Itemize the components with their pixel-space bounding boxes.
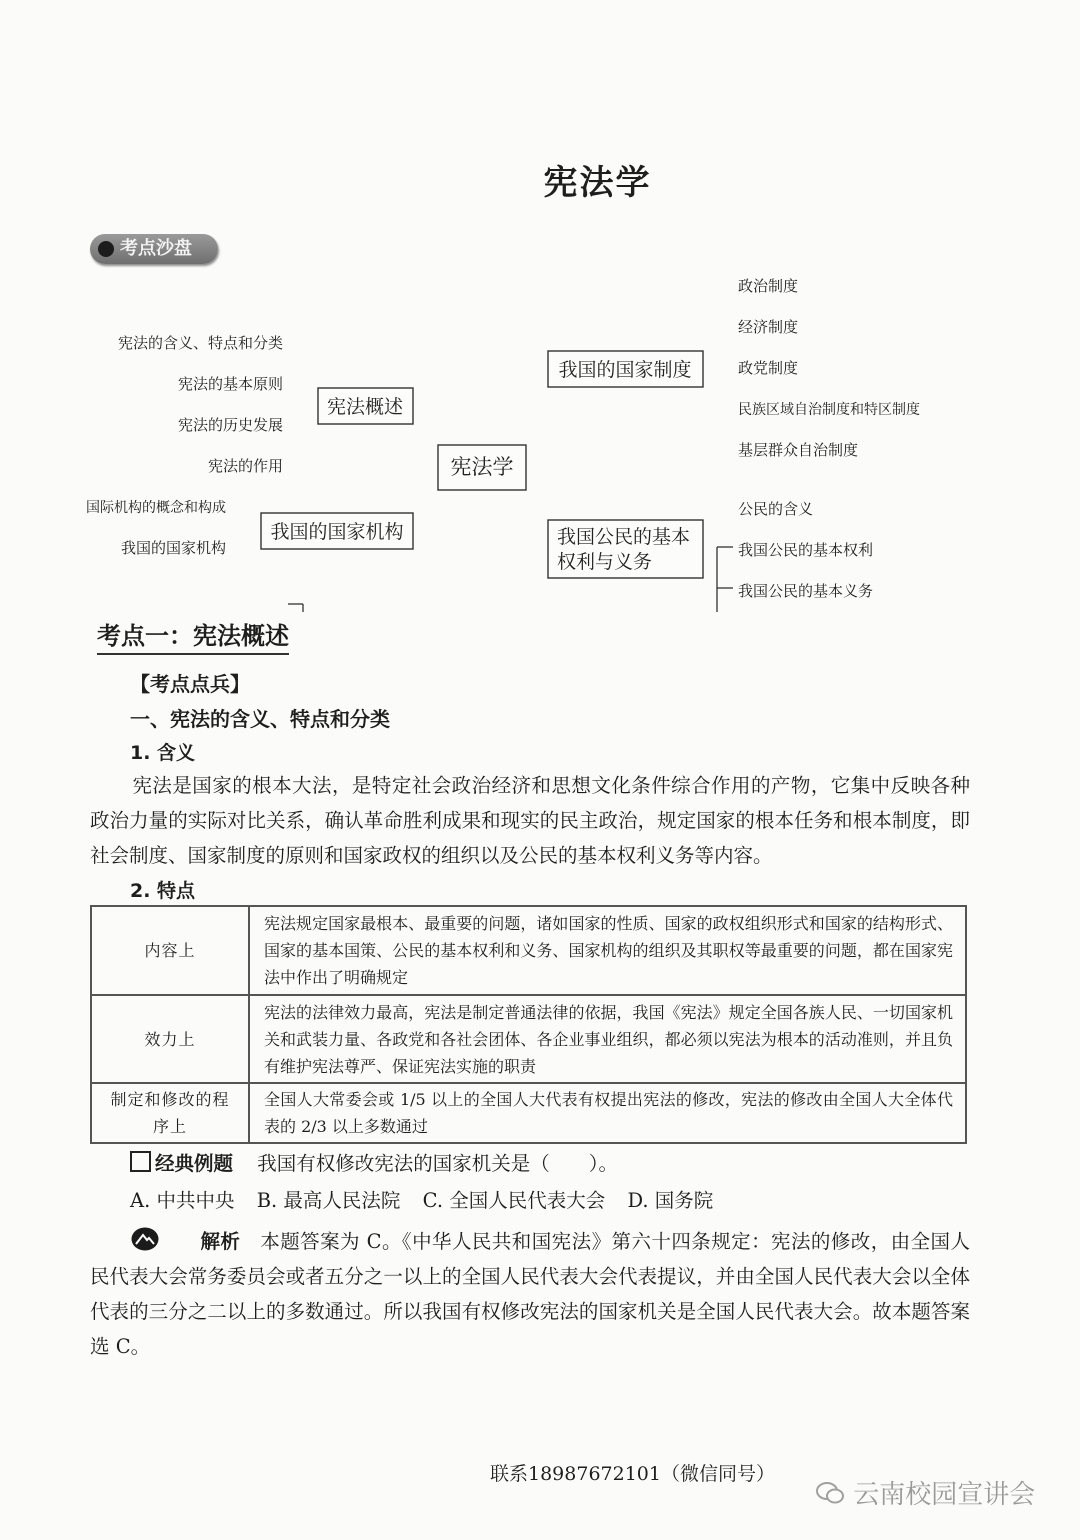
- watermark-text: 云南校园宣讲会: [853, 1480, 1036, 1510]
- wechat-icon: [815, 1480, 845, 1506]
- example-question: [130, 1148, 618, 1176]
- table-row: [91, 1083, 966, 1143]
- table-key: 制定和修改的程序上: [91, 1083, 249, 1143]
- item2-title: 2. 特点: [130, 880, 196, 902]
- option-c: C. 全国人民代表大会: [422, 1189, 606, 1212]
- leaf-state-organ: 我国的国家机构: [120, 539, 226, 557]
- leaf-rights: 我国公民的基本权利: [738, 541, 874, 559]
- table-key: 效力上: [91, 995, 249, 1083]
- node-state-system: 我国的国家制度: [558, 359, 692, 381]
- meaning-paragraph: [90, 768, 970, 873]
- leaf-grassroots: 基层群众自治制度: [738, 441, 859, 459]
- footer-contact: 联系18987672101（微信同号）: [490, 1463, 775, 1485]
- leaf-party: 政党制度: [738, 359, 799, 377]
- analysis-paragraph: [90, 1224, 970, 1364]
- option-a: A. 中共中央: [130, 1189, 235, 1212]
- analysis-label: 解析: [200, 1230, 241, 1253]
- page-title: 宪法学: [543, 163, 652, 203]
- node-center: 宪法学: [450, 455, 514, 479]
- leaf-meaning: 宪法的含义、特点和分类: [117, 334, 283, 352]
- section-title: 考点一：宪法概述: [97, 616, 289, 655]
- bullet-dot-icon: [98, 241, 114, 257]
- option-d: D. 国务院: [627, 1189, 714, 1212]
- badge-label: 考点沙盘: [120, 238, 192, 259]
- node-rights-line2: 权利与义务: [557, 551, 653, 573]
- meaning-text: 宪法是国家的根本大法，是特定社会政治经济和思想文化条件综合作用的产物，它集中反映各种政治力量的实际对比关系，确认革命胜利成果和现实的民主政治，规定国家的根本任务和根本制度，即社会制度、国家制度的原则和国家政权的组织以及公民的基本权利义务等内容。: [90, 774, 970, 867]
- node-organs: 我国的国家机构: [270, 521, 404, 543]
- section-badge: [90, 234, 218, 264]
- features-table: [90, 905, 967, 1144]
- answer-options: [130, 1185, 729, 1213]
- leaf-regional-autonomy: 民族区域自治制度和特区制度: [738, 402, 920, 418]
- analysis-text: 本题答案为 C。《中华人民共和国宪法》第六十四条规定：宪法的修改，由全国人民代表大会常务委员会或者五分之一以上的全国人民代表大会代表提议，并由全国人民代表大会以全体代表的三分之二以上的多数通过。所以我国有权修改宪法的国家机关是全国人民代表大会。故本题答案选 C。: [90, 1230, 970, 1358]
- node-overview: 宪法概述: [326, 396, 404, 418]
- question-text: 我国有权修改宪法的国家机关是（ ）。: [257, 1152, 618, 1175]
- bracket-heading: 【考点点兵】: [130, 672, 250, 696]
- table-row: [91, 906, 966, 995]
- leaf-duties: 我国公民的基本义务: [738, 582, 874, 600]
- table-value: 全国人大常委会或 1/5 以上的全国人大代表有权提出宪法的修改，宪法的修改由全国人大全体代表的 2/3 以上多数通过: [249, 1083, 966, 1143]
- node-rights-line1: 我国公民的基本: [557, 526, 691, 548]
- example-label: 经典例题: [155, 1152, 234, 1175]
- table-row: [91, 995, 966, 1083]
- leaf-economic: 经济制度: [738, 318, 799, 336]
- option-b: B. 最高人民法院: [256, 1189, 401, 1212]
- leaf-function: 宪法的作用: [207, 457, 283, 475]
- leaf-intl-organ: 国际机构的概念和构成: [86, 500, 226, 516]
- leaf-principles: 宪法的基本原则: [177, 375, 283, 393]
- subheading: 一、宪法的含义、特点和分类: [130, 707, 390, 731]
- item1-title: 1. 含义: [130, 742, 196, 764]
- leaf-political: 政治制度: [738, 277, 799, 295]
- checkbox-icon: [130, 1151, 151, 1172]
- table-key: 内容上: [91, 906, 249, 995]
- leaf-citizen: 公民的含义: [738, 500, 814, 518]
- leaf-history: 宪法的历史发展: [177, 416, 283, 434]
- table-value: 宪法规定国家最根本、最重要的问题，诸如国家的性质、国家的政权组织形式和国家的结构形式、国家的基本国策、公民的基本权利和义务、国家机构的组织及其职权等最重要的问题，都在国家宪法中作出了明确规定: [249, 906, 966, 995]
- mind-map: [0, 262, 1080, 612]
- watermark: [815, 1474, 1035, 1511]
- table-value: 宪法的法律效力最高，宪法是制定普通法律的依据，我国《宪法》规定全国各族人民、一切国家机关和武装力量、各政党和各社会团体、各企业事业组织，都必须以宪法为根本的活动准则，并且负有维护宪法尊严、保证宪法实施的职责: [249, 995, 966, 1083]
